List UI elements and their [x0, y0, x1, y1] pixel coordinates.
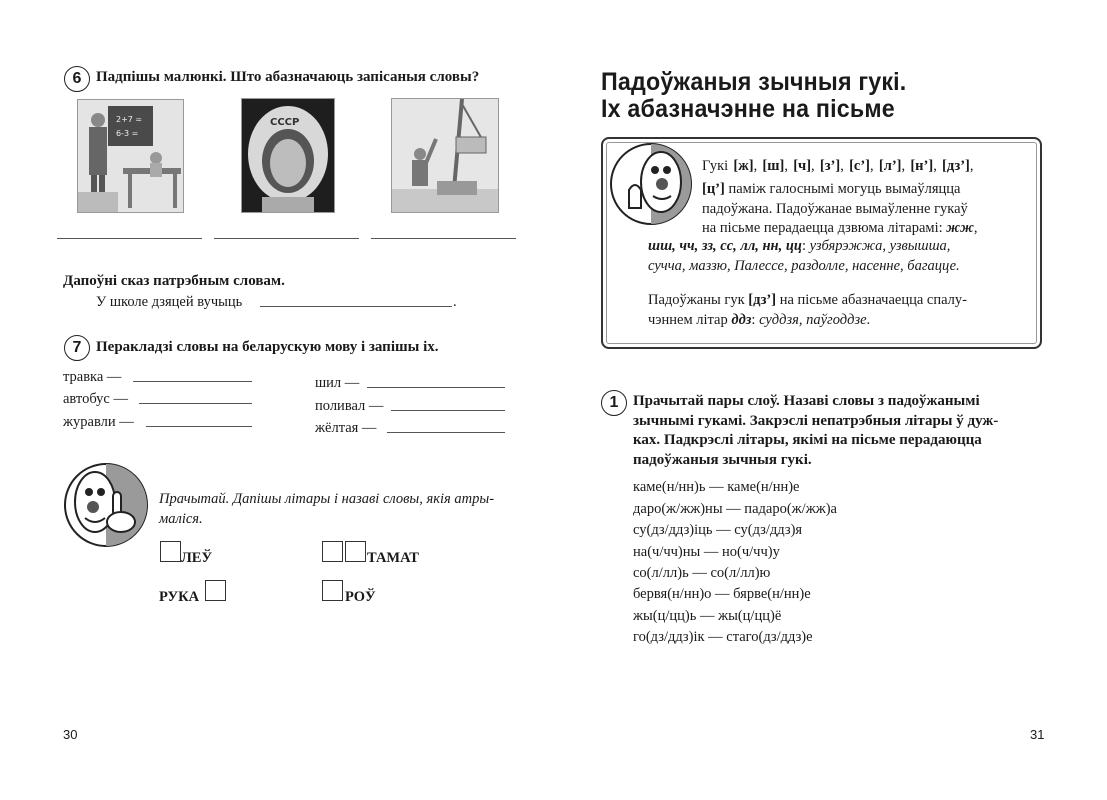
rule-text-span: чэннем літар: [648, 312, 732, 328]
task-1-title-line4: падоўжаныя зычныя гукі.: [633, 452, 812, 468]
rule-paragraph-1-line3: падоўжана. Падоўжанае вымаўленне гукаў: [702, 201, 968, 217]
rule-text-span: .: [866, 312, 871, 328]
example-words: узбярэжжа, узвышша,: [809, 238, 951, 254]
translate-word: журавли —: [63, 414, 134, 430]
fill-word-1: ЛЕЎ: [181, 550, 213, 566]
task-1-title-line2: зычнымі гукамі. Закрэслі непатрэбныя літары ў дуж-: [633, 413, 999, 429]
example-words: суддзя, паўгоддзе: [759, 312, 867, 328]
rule-paragraph-2-line1: [648, 291, 967, 311]
rule-text-span: ,: [840, 158, 850, 174]
page-heading-line1: Падоўжаныя зычныя гукі.: [601, 68, 907, 96]
translate-answer-line[interactable]: [139, 403, 252, 404]
page-number-right: 31: [1030, 727, 1045, 742]
crane-worker-picture: [391, 98, 499, 213]
mascot-task-text-line2: маліся.: [159, 511, 203, 527]
translate-word: поливал —: [315, 398, 384, 414]
rule-paragraph-1-line5: [648, 237, 950, 257]
translate-word: жёлтая —: [315, 420, 377, 436]
page-number-left: 30: [63, 727, 78, 742]
rule-paragraph-1-line1: [702, 157, 1002, 177]
word-pair: су(дз/ддз)іць — су(дз/ддз)я: [633, 522, 803, 538]
sentence-end: .: [453, 294, 457, 310]
mascot-task-text-line1: Прачытай. Дапішы літары і назаві словы, якія атры-: [159, 491, 495, 507]
word-pair: со(л/лл)ь — со(л/лл)ю: [633, 565, 771, 581]
sound-notation: [ш]: [762, 158, 785, 174]
svg-text:6-3 =: 6-3 =: [116, 129, 139, 138]
translate-word: травка —: [63, 369, 122, 385]
rule-paragraph-2-line2: [648, 311, 870, 331]
rule-text-span: Гукі: [702, 158, 734, 174]
fill-word-3: РУКА: [159, 589, 200, 605]
rule-text-span: Падоўжаны гук: [648, 292, 749, 308]
translate-answer-line[interactable]: [367, 387, 505, 388]
translate-word: автобус —: [63, 391, 128, 407]
rule-text-span: ,: [811, 158, 820, 174]
translate-answer-line[interactable]: [391, 410, 505, 411]
word-pair: бервя(н/нн)о — бярве(н/нн)е: [633, 586, 811, 602]
sound-notation: [ж]: [733, 158, 754, 174]
double-letters: жж: [946, 220, 974, 236]
rule-text-span: на пісьме абазначаецца спалу-: [776, 292, 967, 308]
rule-text-span: ,: [784, 158, 794, 174]
teacher-classroom-picture: [77, 99, 184, 213]
task-7-number: 7: [64, 335, 90, 361]
rule-text-span: ,: [969, 158, 974, 174]
rule-paragraph-1-line6: сучча, маззю, Палессе, раздолле, насенне, багацце.: [648, 258, 960, 274]
translate-word: шил —: [315, 375, 360, 391]
task-7-title: Перакладзі словы на беларускую мову і запішы іх.: [96, 339, 439, 355]
letter-box[interactable]: [205, 580, 226, 601]
word-pair: жы(ц/цц)ь — жы(ц/цц)ё: [633, 608, 782, 624]
rule-text-span: :: [751, 312, 760, 328]
answer-line-3[interactable]: [371, 238, 516, 239]
answer-line-1[interactable]: [57, 238, 202, 239]
translate-answer-line[interactable]: [133, 381, 252, 382]
rule-paragraph-1-line4: [702, 219, 978, 239]
fill-word-4: РОЎ: [345, 589, 376, 605]
double-letters: шш, чч, зз, сс, лл, нн, цц: [648, 238, 802, 254]
mascot-thinking-icon: [609, 142, 693, 226]
letter-box[interactable]: [322, 541, 343, 562]
rule-text-span: ,: [973, 220, 978, 236]
task-1-number: 1: [601, 390, 627, 416]
sound-notation: [ч]: [793, 158, 812, 174]
svg-text:СССР: СССР: [270, 117, 300, 128]
sound-notation: [дз’]: [942, 158, 970, 174]
translate-answer-line[interactable]: [146, 426, 252, 427]
sound-notation: [н’]: [910, 158, 934, 174]
sound-notation: [з’]: [819, 158, 841, 174]
task-1-title-line3: ках. Падкрэслі літары, якімі на пісьме перадаюцца: [633, 432, 982, 448]
word-pair: даро(ж/жж)ны — падаро(ж/жж)а: [633, 501, 837, 517]
double-letters: ддз: [731, 312, 752, 328]
rule-text-span: ,: [933, 158, 943, 174]
rule-text-span: паміж галоснымі могуць вымаўляцца: [724, 181, 961, 197]
mascot-pointing-icon: [63, 462, 149, 548]
sound-notation: [дз’]: [748, 292, 777, 308]
task-1-title-line1: Прачытай пары слоў. Назаві словы з падоўжанымі: [633, 393, 980, 409]
sentence-answer-line[interactable]: [260, 306, 452, 307]
svg-text:2+7 =: 2+7 =: [116, 115, 143, 124]
letter-box[interactable]: [345, 541, 366, 562]
rule-text-span: ,: [901, 158, 911, 174]
sound-notation: [с’]: [849, 158, 870, 174]
word-pair: го(дз/ддз)ік — стаго(дз/ддз)е: [633, 629, 813, 645]
page-heading-line2: Іх абазначэнне на пісьме: [601, 95, 895, 123]
letter-box[interactable]: [160, 541, 181, 562]
translate-answer-line[interactable]: [387, 432, 505, 433]
cosmonaut-picture: [241, 98, 335, 213]
rule-text-span: ,: [753, 158, 763, 174]
rule-paragraph-1-line2: [702, 180, 960, 200]
sound-notation: [ц’]: [702, 181, 725, 197]
complete-sentence-text: У школе дзяцей вучыць: [96, 294, 243, 310]
letter-box[interactable]: [322, 580, 343, 601]
rule-text-span: :: [802, 238, 810, 254]
rule-text-span: на пісьме перадаецца дзвюма літарамі:: [702, 220, 947, 236]
sound-notation: [л’]: [878, 158, 902, 174]
fill-word-2: ТАМАТ: [367, 550, 419, 566]
answer-line-2[interactable]: [214, 238, 359, 239]
rule-text-span: ,: [870, 158, 879, 174]
word-pair: каме(н/нн)ь — каме(н/нн)е: [633, 479, 800, 495]
task-6-title: Падпішы малюнкі. Што абазначаюць запісаныя словы?: [96, 69, 480, 85]
word-pair: на(ч/чч)ны — но(ч/чч)у: [633, 544, 780, 560]
complete-sentence-title: Дапоўні сказ патрэбным словам.: [63, 273, 285, 289]
task-6-number: 6: [64, 66, 90, 92]
